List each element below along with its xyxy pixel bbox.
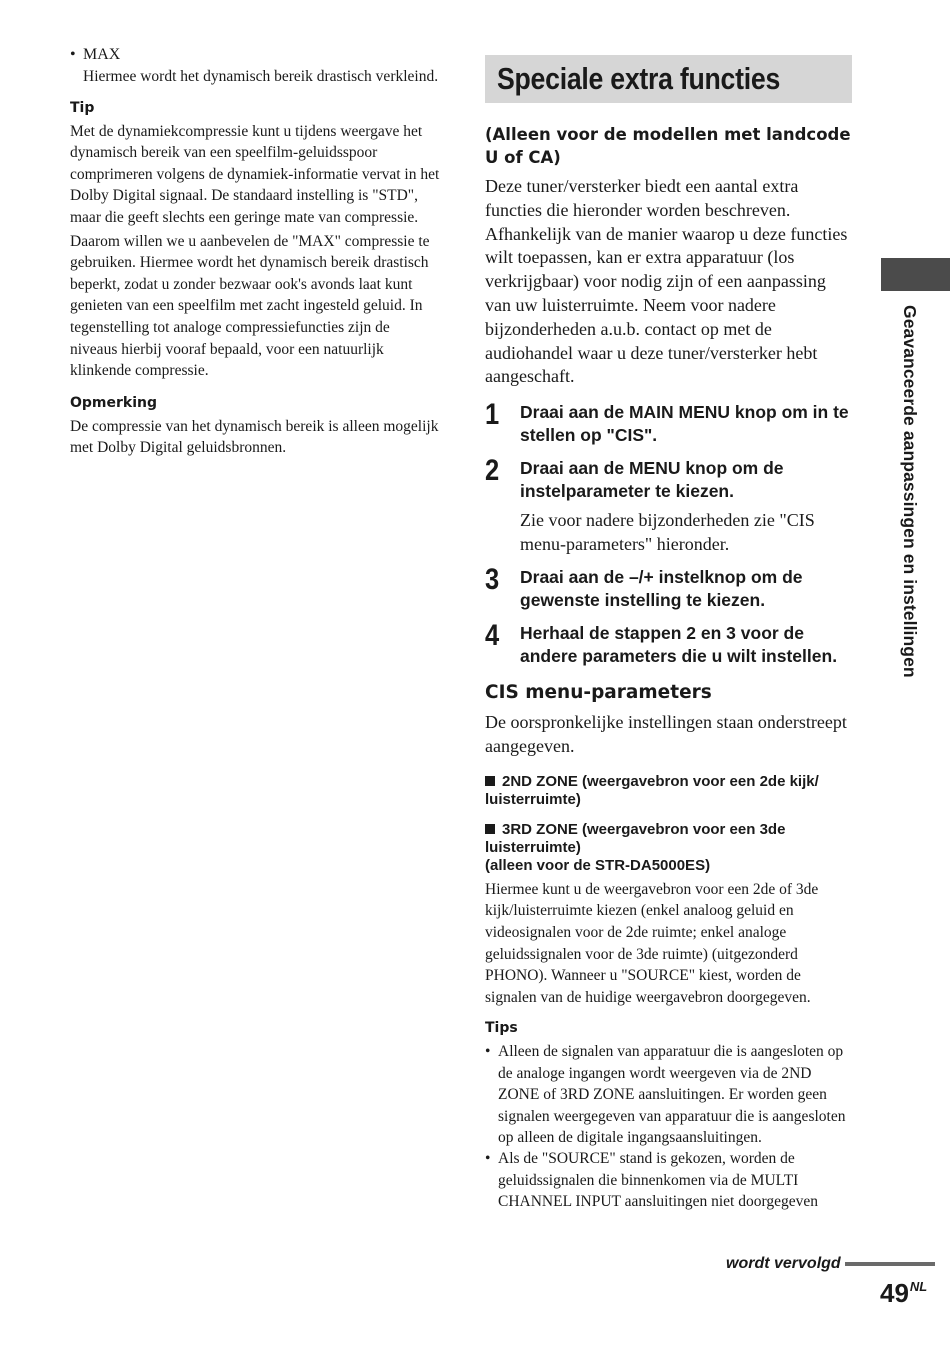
square-bullet-icon bbox=[485, 776, 495, 786]
tips-list bbox=[485, 1041, 853, 1212]
param-3rd-zone-model: (alleen voor de STR-DA5000ES) bbox=[485, 856, 711, 874]
tip-paragraph-2: Daarom willen we u aanbevelen de "MAX" compressie te gebruiken. Hiermee wordt het dynamisch bereik drastisch beperkt, zodat u zonder bezwaar ook's avonds laat kunt genieten van een speelfilm met zacht ingesteld geluid. In tegenstelling tot analoge compressiefuncties zijn de niveaus hierbij vooraf bepaald, voor een natuurlijk klinkende compressie. bbox=[70, 232, 430, 380]
note-text: De compressie van het dynamisch bereik is alleen mogelijk met Dolby Digital geluidsbronnen. bbox=[70, 417, 439, 457]
tip-paragraph-1: Met de dynamiekcompressie kunt u tijdens weergave het dynamisch bereik van een speelfilm-geluidsspoor comprimeren volgens de dynamiek-informatie vervat in het Dolby Digital signaal. De standaard instelling is "STD", maar die geeft slechts een geringe mate van compressie. bbox=[70, 122, 440, 226]
page-language-suffix: NL bbox=[909, 1279, 928, 1294]
intro-paragraph: Deze tuner/versterker biedt een aantal extra functies die hieronder worden beschreven. Afhankelijk van de manier waarop u deze functies wilt toepassen, kan er extra apparatuur (los verkrijgbaar) voor nodig zijn of een aanpassing van uw luisterruimte. Neem voor nadere bijzonderheden a.u.b. contact op met de audiohandel waar u deze tuner/versterker hebt aangeschaft. bbox=[485, 176, 848, 387]
tips-heading: Tips bbox=[485, 1020, 518, 1037]
step-number: 2 bbox=[485, 454, 500, 488]
continued-indicator bbox=[726, 1255, 935, 1273]
right-column bbox=[485, 55, 853, 1213]
param-3rd-zone bbox=[485, 821, 853, 875]
param-3rd-zone-label: 3RD ZONE (weergavebron voor een 3de luisterruimte) bbox=[485, 820, 786, 856]
section-title-box bbox=[485, 55, 852, 103]
step-text: Draai aan de –/+ instelknop om de gewenste instelling te kiezen. bbox=[520, 567, 803, 611]
note-heading: Opmerking bbox=[70, 394, 158, 411]
step-number: 1 bbox=[485, 398, 500, 432]
param-2nd-zone bbox=[485, 773, 853, 809]
page-number bbox=[880, 1278, 927, 1309]
bullet-dot: • bbox=[485, 1043, 491, 1061]
param-2nd-zone-label: 2ND ZONE (weergavebron voor een 2de kijk/ luisterruimte) bbox=[485, 772, 819, 808]
step-text: Draai aan de MENU knop om de instelparameter te kiezen. bbox=[520, 458, 784, 502]
left-column bbox=[70, 44, 440, 459]
square-bullet-icon bbox=[485, 824, 495, 834]
step-3 bbox=[485, 563, 853, 612]
cis-intro: De oorspronkelijke instellingen staan onderstreept aangegeven. bbox=[485, 712, 847, 756]
tip-text: Als de "SOURCE" stand is gekozen, worden de geluidssignalen die binnenkomen via de MULTI CHANNEL INPUT aansluitingen niet doorgegeven bbox=[498, 1150, 818, 1211]
bullet-dot: • bbox=[485, 1150, 491, 1168]
max-bullet bbox=[70, 44, 440, 66]
model-note-heading: (Alleen voor de modellen met landcode U of CA) bbox=[485, 125, 851, 167]
max-description: Hiermee wordt het dynamisch bereik drastisch verkleind. bbox=[83, 68, 439, 85]
step-number: 3 bbox=[485, 563, 500, 597]
continued-text: wordt vervolgd bbox=[726, 1255, 841, 1272]
max-label: MAX bbox=[83, 46, 121, 63]
continued-rule bbox=[845, 1262, 935, 1266]
step-2 bbox=[485, 454, 853, 503]
list-item bbox=[485, 1148, 853, 1212]
step-4 bbox=[485, 619, 853, 668]
tip-heading: Tip bbox=[70, 99, 95, 116]
section-title: Speciale extra functies bbox=[497, 61, 781, 96]
list-item bbox=[485, 1041, 853, 1148]
step-2-note: Zie voor nadere bijzonderheden zie "CIS menu-parameters" hieronder. bbox=[520, 510, 815, 554]
chapter-tab-marker bbox=[881, 258, 950, 291]
step-text: Draai aan de MAIN MENU knop om in te stellen op "CIS". bbox=[520, 402, 849, 446]
bullet-dot: • bbox=[70, 46, 76, 63]
tip-text: Alleen de signalen van apparatuur die is aangesloten op de analoge ingangen wordt weergeven via de 2ND ZONE of 3RD ZONE aansluitingen. Er worden geen signalen weergegeven van apparatuur die is aangesloten op alleen de digitale ingangsaansluitingen. bbox=[498, 1043, 846, 1146]
param-description: Hiermee kunt u de weergavebron voor een 2de of 3de kijk/luisterruimte kiezen (enkel analoog geluid en videosignalen voor de 2de ruimte; enkel analoge geluidssignalen voor de 3de ruimte) (uitgezonderd PHONO). Wanneer u "SOURCE" kiest, worden de signalen van de huidige weergavebron doorgegeven. bbox=[485, 880, 819, 1006]
page-number-value: 49 bbox=[880, 1278, 909, 1308]
step-1 bbox=[485, 398, 853, 447]
step-text: Herhaal de stappen 2 en 3 voor de andere parameters die u wilt instellen. bbox=[520, 623, 838, 667]
step-number: 4 bbox=[485, 619, 500, 653]
cis-heading: CIS menu-parameters bbox=[485, 682, 712, 704]
chapter-side-label: Geavanceerde aanpassingen en instellingen bbox=[900, 305, 920, 678]
